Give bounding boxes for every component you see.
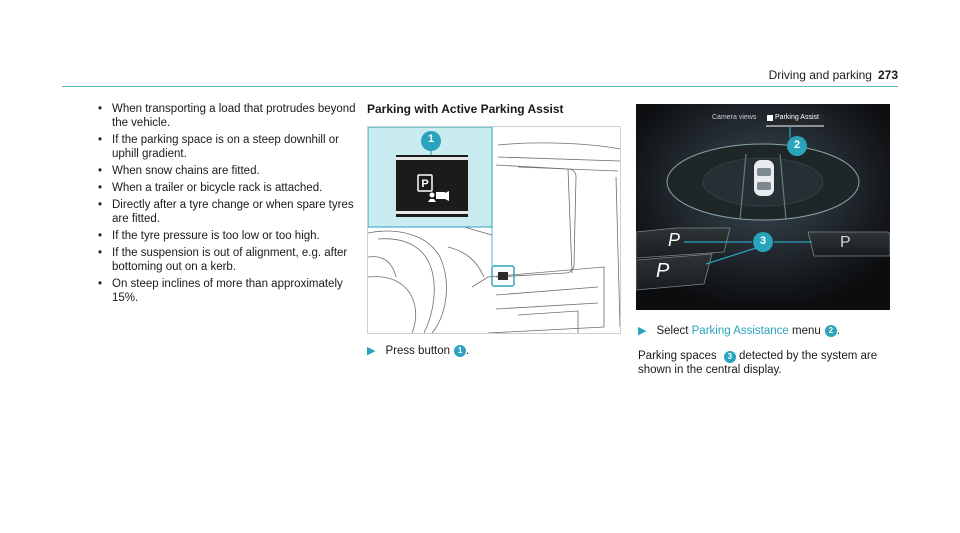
step-text: Press button <box>385 344 451 357</box>
list-item: • If the parking space is on a steep downhill or uphill gradient. <box>96 133 358 161</box>
svg-text:P: P <box>421 178 429 190</box>
result-text <box>638 349 890 377</box>
section-title: Driving and parking <box>768 68 872 82</box>
list-item: • Directly after a tyre change or when spare tyres are fitted. <box>96 198 358 226</box>
parking-assist-tab: Parking Assist <box>775 114 819 121</box>
parking-assist-tab-icon <box>767 115 773 121</box>
select-menu-step <box>638 324 840 337</box>
step-period: . <box>836 324 840 337</box>
result-part2: detected by the system are shown in the central display. <box>638 350 878 376</box>
step-arrow-icon: ▶ <box>638 325 647 337</box>
callout-3-label: 3 <box>759 235 767 247</box>
list-item: • If the suspension is out of alignment, e.g. after bottoming out on a kerb. <box>96 246 358 274</box>
page-header <box>769 68 898 82</box>
list-item: • When snow chains are fitted. <box>96 164 358 178</box>
parking-assistance-menu-link[interactable]: Parking Assistance <box>691 324 789 337</box>
parking-button-small <box>498 272 508 280</box>
list-item: • When transporting a load that protrudes beyond the vehicle. <box>96 102 358 130</box>
list-item: • If the tyre pressure is too low or too high. <box>96 229 358 243</box>
ref-callout-1: 1 <box>454 345 466 357</box>
press-button-step <box>367 344 469 357</box>
result-part1: Parking spaces <box>638 350 717 362</box>
ref-callout-2: 2 <box>825 325 837 337</box>
camera-views-tab: Camera views <box>712 114 757 121</box>
dashboard-illustration <box>367 126 621 334</box>
vehicle-icon <box>754 160 774 196</box>
parking-space-left-bottom <box>636 254 712 290</box>
step-period: . <box>466 344 470 357</box>
central-display-screenshot <box>636 104 890 310</box>
list-item: • On steep inclines of more than approximately 15%. <box>96 277 358 305</box>
step-arrow-icon: ▶ <box>367 345 376 357</box>
callout-2-label: 2 <box>793 139 801 151</box>
step-prefix: Select <box>656 324 689 337</box>
header-divider <box>62 86 898 87</box>
list-item: • When a trailer or bicycle rack is attached. <box>96 181 358 195</box>
step-suffix: menu <box>792 324 821 337</box>
parking-space-p-left-bottom: P <box>656 260 670 282</box>
section-heading: Parking with Active Parking Assist <box>367 102 564 116</box>
conditions-list <box>96 102 358 308</box>
callout-1-label: 1 <box>427 133 435 145</box>
page-number: 273 <box>877 68 898 82</box>
parking-space-p-right: P <box>840 234 851 251</box>
parking-space-p-left-top: P <box>668 230 681 250</box>
ref-callout-3: 3 <box>724 351 736 363</box>
